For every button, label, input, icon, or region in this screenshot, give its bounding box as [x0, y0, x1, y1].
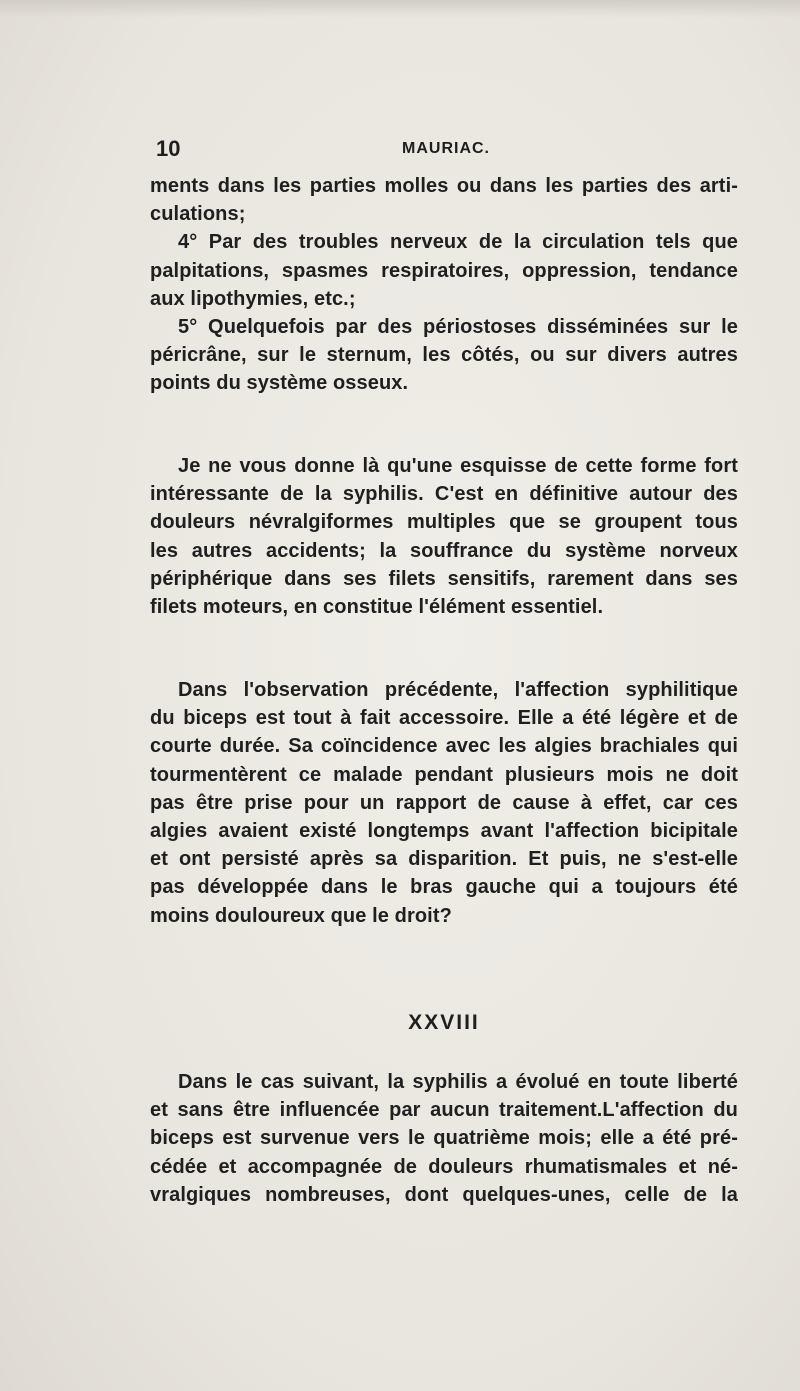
text-line: pas développée dans le bras gauche qui a toujours été [150, 876, 738, 899]
text-line: et sans être influencée par aucun traitement.L'affection du [150, 1099, 738, 1122]
text-line: et ont persisté après sa disparition. Et puis, ne s'est-elle [150, 848, 738, 871]
text-line: ments dans les parties molles ou dans les parties des arti- [150, 175, 738, 197]
paragraph-list-continuation [150, 172, 738, 398]
page-edge-shadow [0, 0, 800, 18]
text-line: Je ne vous donne là qu'une esquisse de cette forme fort [178, 455, 738, 477]
text-line: pas être prise pour un rapport de cause à effet, car ces [150, 791, 738, 814]
section-title: XXVIII [408, 1011, 480, 1034]
paragraph-observation [150, 676, 738, 930]
running-head: MAURIAC. [402, 140, 490, 157]
page-header [156, 136, 736, 164]
page-number: 10 [156, 136, 181, 161]
text-line: 5° Quelquefois par des périostoses disséminées sur le [178, 315, 738, 338]
text-line: 4° Par des troubles nerveux de la circulation tels que [178, 231, 738, 254]
text-line: du biceps est tout à fait accessoire. Elle a été légère et de [150, 707, 738, 730]
text-line: biceps est survenue vers le quatrième mois; elle a été pré- [150, 1127, 738, 1150]
text-line: courte durée. Sa coïncidence avec les algies brachiales qui [150, 735, 738, 758]
text-line: péricrâne, sur le sternum, les côtés, ou sur divers autres [150, 344, 738, 367]
text-line: cédée et accompagnée de douleurs rhumatismales et né- [150, 1155, 738, 1178]
paragraph-summary [150, 452, 738, 621]
text-line: intéressante de la syphilis. C'est en définitive autour des [150, 483, 738, 506]
text-line: culations; [150, 203, 246, 226]
text-line: Dans l'observation précédente, l'affection syphilitique [178, 679, 738, 701]
text-line: vralgiques nombreuses, dont quelques-unes, celle de la [150, 1183, 738, 1206]
text-line: moins douloureux que le droit? [150, 904, 452, 927]
text-line: filets moteurs, en constitue l'élément essentiel. [150, 595, 604, 618]
text-line: douleurs névralgiformes multiples que se groupent tous [150, 511, 738, 534]
text-line: périphérique dans ses filets sensitifs, rarement dans ses [150, 567, 738, 590]
text-line: les autres accidents; la souffrance du système norveux [150, 539, 738, 562]
text-line: points du système osseux. [150, 372, 409, 395]
text-line: tourmentèrent ce malade pendant plusieurs mois ne doit [150, 763, 738, 786]
paragraph-case [150, 1068, 738, 1209]
text-line: Dans le cas suivant, la syphilis a évolué en toute liberté [178, 1071, 738, 1093]
text-line: algies avaient existé longtemps avant l'affection bicipitale [150, 819, 738, 842]
text-line: aux lipothymies, etc.; [150, 287, 356, 310]
text-line: palpitations, spasmes respiratoires, oppression, tendance [150, 259, 738, 282]
